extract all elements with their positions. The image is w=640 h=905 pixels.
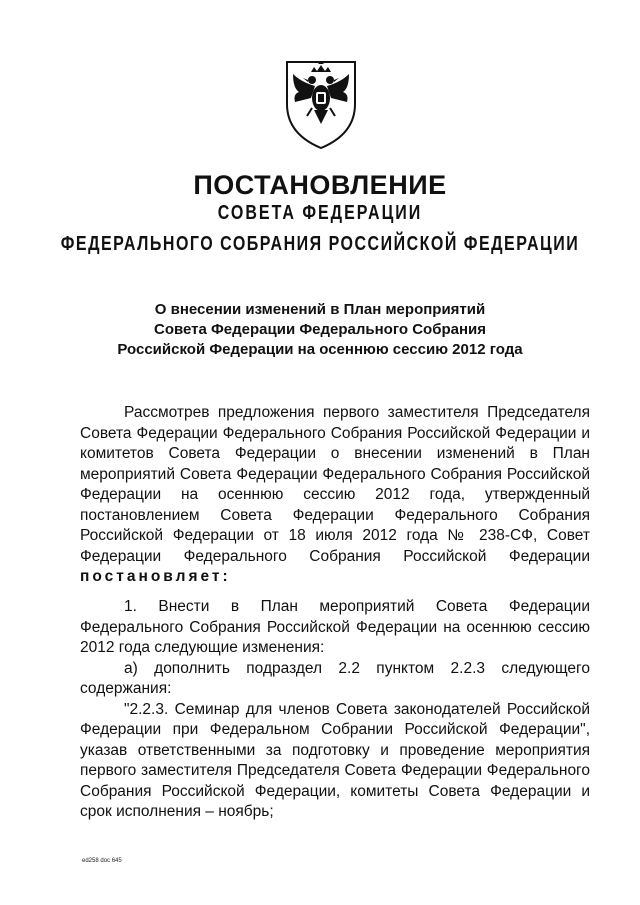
issuer-line-2: ФЕДЕРАЛЬНОГО СОБРАНИЯ РОССИЙСКОЙ ФЕДЕРАЦИИ xyxy=(60,233,580,255)
heading-line-2: Совета Федерации Федерального Собрания xyxy=(153,321,487,338)
issuer-line-1: СОВЕТА ФЕДЕРАЦИИ xyxy=(217,202,423,224)
coat-of-arms-emblem xyxy=(281,58,361,150)
document-title: ПОСТАНОВЛЕНИЕ xyxy=(193,170,447,200)
preamble-text: Рассмотрев предложения первого заместителя Председателя Совета Федерации Федерального Собрания Российской Федерации и комитетов Совета Федерации о внесении изменений в План мероприятий Совета Федерации Федерального Собрания Российской Федерации на осеннюю сессию 2012 года, утвержденный постановлением Совета Федерации Федерального Собрания Российской Федерации от 18 июля 2012 года № 238-СФ, Совет Федерации Федерального Собрания Российской Федерации xyxy=(80,404,590,565)
preamble-paragraph xyxy=(80,403,590,588)
item-1: 1. Внести в План мероприятий Совета Федерации Федерального Собрания Российской Федерации на осеннюю сессию 2012 года следующие изменения: xyxy=(80,598,590,656)
item-1a-text: "2.2.3. Семинар для членов Совета законодателей Российской Федерации при Федеральном Собрании Российской Федерации", указав ответственными за подготовку и проведение мероприятия первого заместителя Председателя Совета Федерации Федерального Собрания Российской Федерации, комитеты Совета Федерации и срок исполнения – ноябрь; xyxy=(80,700,590,820)
resolution-items xyxy=(80,597,590,823)
resolution-heading xyxy=(0,300,640,360)
heading-line-3: Российской Федерации на осеннюю сессию 2012 года xyxy=(117,341,523,358)
resolves-word: постановляет: xyxy=(80,568,231,585)
heading-line-1: О внесении изменений в План мероприятий xyxy=(154,301,486,318)
item-1a: а) дополнить подраздел 2.2 пунктом 2.2.3 следующего содержания: xyxy=(80,659,590,697)
document-code: ed258 doc 645 xyxy=(82,858,122,864)
